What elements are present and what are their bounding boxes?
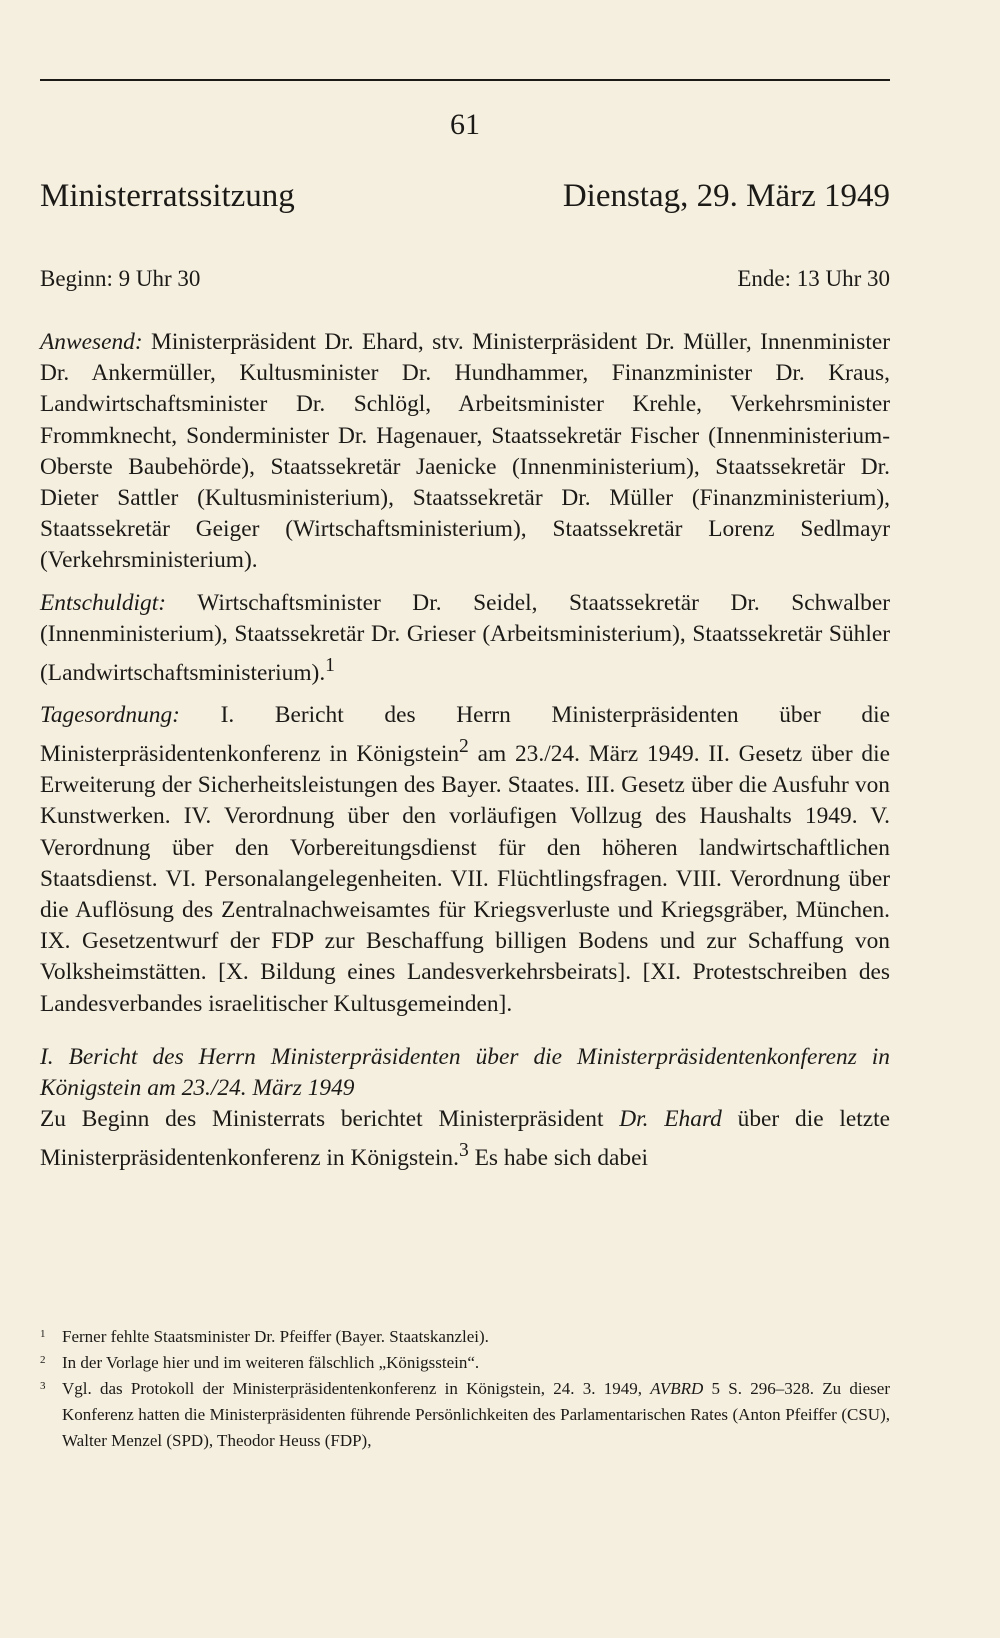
footnote-ref-3: 3 xyxy=(458,1140,469,1162)
session-title: Ministerratssitzung xyxy=(40,178,295,214)
footnote-ref-2: 2 xyxy=(459,736,469,758)
footnote-text: Vgl. das Protokoll der Ministerpräsidentenkonferenz in Königstein, 24. 3. 1949, xyxy=(62,1379,651,1398)
footnote xyxy=(40,1350,890,1376)
agenda-text-1: I. Bericht des Herrn Ministerpräsidenten über die Ministerpräsidentenkonferenz in Königstein xyxy=(40,702,890,768)
footnote-text-cont: 5 S. 296–328. Zu dieser Konferenz hatten die Ministerpräsidenten führende Persönlichkeiten des Parlamentarischen Rates (Anton Pfeiffer (CSU), Walter Menzel (SPD), Theodor Heuss (FDP), xyxy=(62,1379,890,1450)
footnote-text: Ferner fehlte Staatsminister Dr. Pfeiffer (Bayer. Staatskanzlei). xyxy=(62,1327,489,1346)
body-text xyxy=(40,327,890,1185)
excused-paragraph xyxy=(40,588,890,689)
section-text-b: über die letzte Ministerpräsidentenkonferenz in Königstein. xyxy=(40,1106,890,1172)
footnote-number: 3 xyxy=(40,1380,46,1392)
section-title: I. Bericht des Herrn Ministerpräsidenten über die Ministerpräsidentenkonferenz in Königstein am 23./24. März 1949 xyxy=(40,1043,890,1102)
section-name: Dr. Ehard xyxy=(619,1106,722,1133)
session-date: Dienstag, 29. März 1949 xyxy=(562,178,890,214)
end-time: Ende: 13 Uhr 30 xyxy=(737,266,890,291)
footnote-number: 2 xyxy=(40,1354,46,1366)
session-heading xyxy=(40,178,890,215)
present-text: Ministerpräsident Dr. Ehard, stv. Ministerpräsident Dr. Müller, Innenminister Dr. Ankermüller, Kultusminister Dr. Hundhammer, Finanzminister Dr. Kraus, Landwirtschaftsminister Dr. Schlögl, Arbeitsminister Krehle, Verkehrsminister Frommknecht, Sonderminister Dr. Hagenauer, Staatssekretär Fischer (Innenministerium-Oberste Baubehörde), Staatssekretär Jaenicke (Innenministerium), Staatssekretär Dr. Dieter Sattler (Kultusministerium), Staatssekretär Dr. Müller (Finanzministerium), Staatssekretär Geiger (Wirtschaftsministerium), Staatssekretär Lorenz Sedlmayr (Verkehrsministerium). xyxy=(40,329,890,574)
session-times xyxy=(40,266,890,292)
header-rule xyxy=(40,79,890,81)
excused-label: Entschuldigt: xyxy=(40,589,167,616)
agenda-label: Tagesordnung: xyxy=(40,702,180,729)
section-paragraph xyxy=(40,1104,890,1174)
section-text-c: Es habe sich dabei xyxy=(468,1145,649,1172)
footnote-abbrev: AVBRD xyxy=(650,1379,704,1398)
present-label: Anwesend: xyxy=(40,329,143,355)
agenda-paragraph xyxy=(40,700,890,1020)
begin-time: Beginn: 9 Uhr 30 xyxy=(40,266,201,291)
page-number: 61 xyxy=(450,108,480,141)
footnote-text: In der Vorlage hier und im weiteren fälschlich „Königsstein“. xyxy=(62,1353,480,1372)
footnote-ref-1: 1 xyxy=(325,655,335,677)
excused-text: Wirtschaftsminister Dr. Seidel, Staatssekretär Dr. Schwalber (Innenministerium), Staatssekretär Dr. Grieser (Arbeitsministerium), Staatssekretär Sühler (Landwirtschaftsministerium). xyxy=(40,589,890,686)
footnote xyxy=(40,1324,890,1350)
footnote-number: 1 xyxy=(40,1328,46,1340)
present-paragraph xyxy=(40,327,890,577)
section-text-a: Zu Beginn des Ministerrats berichtet Ministerpräsident xyxy=(40,1106,620,1133)
footnote xyxy=(40,1376,890,1454)
agenda-text-2: am 23./24. März 1949. II. Gesetz über die Erweiterung der Sicherheitsleistungen des Bayer. Staates. III. Gesetz über die Ausfuhr von Kunstwerken. IV. Verordnung über den vorläufigen Vollzug des Haushalts 1949. V. Verordnung über den Vorbereitungsdienst für den höheren landwirtschaftlichen Staatsdienst. VI. Personalangelegenheiten. VII. Flüchtlingsfragen. VIII. Verordnung über die Auflösung des Zentralnachweisamtes für Kriegsverluste und Kriegsgräber, München. IX. Gesetzentwurf der FDP zur Beschaffung billigen Bodens und zur Schaffung von Volksheimstätten. [X. Bildung eines Landesverkehrsbeirats]. [XI. Protestschreiben des Landesverbandes israelitischer Kultusgemeinden]. xyxy=(40,741,890,1017)
footnotes xyxy=(40,1324,890,1454)
